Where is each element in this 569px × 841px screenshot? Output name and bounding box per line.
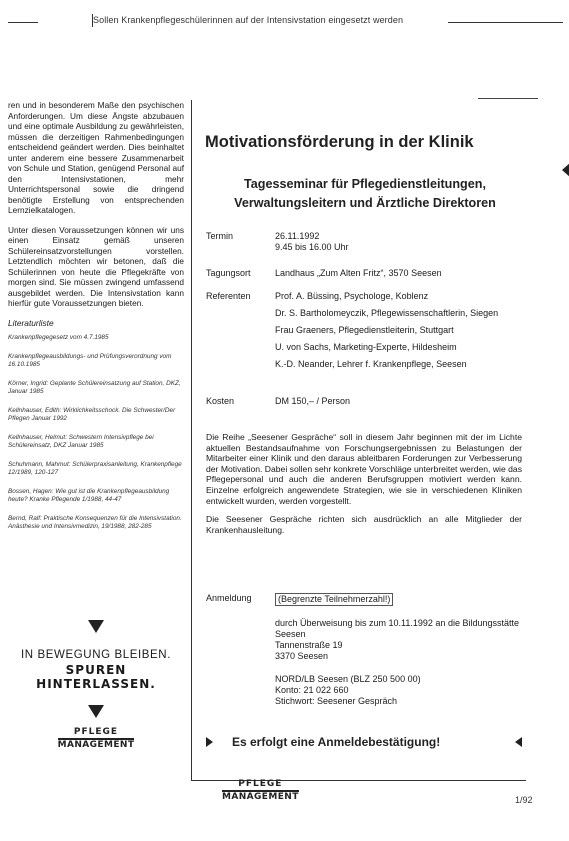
pflege-management-logo: PFLEGE MANAGEMENT — [57, 727, 135, 750]
slogan-line: HINTERLASSEN. — [36, 677, 156, 691]
literature-item: Körner, Ingrid: Geplante Schülereinsatzung auf Station, DKZ, Januar 1985 — [8, 380, 181, 395]
literature-heading: Literaturliste — [8, 317, 54, 328]
seminar-description — [206, 432, 522, 543]
speakers-list — [275, 291, 527, 376]
article-paragraph: ren und in besonderem Maße den psychischen Anforderungen. Um diese Ängste abzubauen und eine optimale Ausbildung zu gewährleisten, müssen die derzeitigen Rahmenbedingungen entscheidend geändert werden. Dies beinhaltet unter anderem eine bessere Zusammenarbeit von Schule und Station, genügend Personal auf den Intensivstationen, mehr Unterrichtspersonal sowie die dringend benötigte Erstellung von entsprechenden Lernzielkatalogen. — [8, 100, 184, 215]
running-head — [8, 10, 563, 32]
speaker-item: Dr. S. Bartholomeyczik, Pflegewissenschaftlerin, Siegen — [275, 308, 499, 318]
speaker-item: Frau Graeners, Pflegedienstleiterin, Stuttgart — [275, 325, 454, 335]
left-article-column — [8, 100, 184, 542]
description-paragraph: Die Reihe „Seesener Gespräche“ soll in diesem Jahr beginnen mit der im Lichte aktuellen Bestandsaufnahme von Forschungsergebnissen zu Belastungen der Mitarbeiter einer Klinik und den daraus ableitbaren Forderungen zur Verbesserung der Motivation. Dabei sollen sehr konkrete Vorschläge unterbreitet werden, wie das Pflegepersonal und auch die anderen Berufsgruppen motiviert werden kann. Einzelne erfolgreich angewendete Strategien, wie sie in verschiedenen Kliniken entwickelt wurden, werden vorgestellt. — [206, 432, 522, 506]
literature-item: Bernd, Ralf: Praktische Konsequenzen für die Intensivstation. Anästhesie und Intensivmedizin, 19/1988, 282-285 — [8, 515, 182, 530]
promo-block — [8, 620, 184, 750]
slogan-line: SPUREN — [65, 663, 127, 677]
speaker-item: Prof. A. Büssing, Psychologe, Koblenz — [275, 291, 429, 301]
header-rule-left — [8, 22, 38, 23]
speakers-label: Referenten — [206, 291, 251, 301]
header-rule-right — [448, 22, 563, 23]
confirmation-text: Es erfolgt eine Anmeldebestätigung! — [232, 735, 441, 749]
announcement-title: Motivationsförderung in der Klinik — [205, 133, 474, 151]
literature-item: Bossen, Hagen: Wie gut ist die Krankenpflegeausbildung heute? Kranke Pflegende 1/1988, 44-47 — [8, 488, 170, 503]
literature-item: Schuhmann, Mahmut: Schülerpraxisanleitung, Krankenpflege 12/1989, 120-127 — [8, 461, 182, 476]
registration-label: Anmeldung — [206, 593, 252, 603]
venue-label: Tagungsort — [206, 268, 251, 278]
triangle-right-icon — [206, 737, 213, 747]
cost-value: DM 150,– / Person — [275, 396, 351, 406]
bank-account: Konto: 21 022 660 — [275, 685, 349, 695]
speaker-item: U. von Sachs, Marketing-Experte, Hildesheim — [275, 342, 457, 352]
address-street: Tannenstraße 19 — [275, 640, 343, 650]
description-paragraph: Die Seesener Gespräche richten sich ausdrücklich an alle Mitglieder der Krankenhausleitung. — [206, 514, 522, 535]
triangle-down-icon — [88, 620, 104, 633]
bank-reference: Stichwort: Seesener Gespräch — [275, 696, 398, 706]
speaker-item: K.-D. Neander, Lehrer f. Krankenpflege, Seesen — [275, 359, 467, 369]
address-city: 3370 Seesen — [275, 651, 329, 661]
cost-label: Kosten — [206, 396, 235, 406]
slogan-line: IN BEWEGUNG BLEIBEN. — [20, 649, 172, 661]
running-head-text: Sollen Krankenpflegeschülerinnen auf der Intensivstation eingesetzt werden — [93, 15, 404, 25]
literature-item: Krankenpflegeausbildungs- und Prüfungsverordnung vom 16.10.1985 — [8, 353, 172, 368]
termin-label: Termin — [206, 231, 234, 241]
announcement-subtitle: Tagesseminar für Pflegedienstleitungen, Verwaltungsleitern und Ärztliche Direktoren — [234, 177, 496, 210]
page-number: 1/92 — [515, 795, 533, 805]
registration-details — [275, 593, 525, 719]
termin-value: 26.11.1992 9.45 bis 16.00 Uhr — [275, 231, 349, 252]
literature-item: Krankenpflegegesetz vom 4.7.1985 — [8, 334, 109, 341]
literature-item: Kellnhauser, Edith: Wirklichkeitsschock. Die Schwester/Der Pflegen Januar 1992 — [8, 407, 176, 422]
triangle-left-icon — [515, 737, 522, 747]
page-edge-marker-icon — [562, 162, 569, 178]
triangle-down-icon — [88, 705, 104, 718]
literature-item: Kellnhauser, Helmut: Schwestern Intensivpflege bei Schülereinsatz, DKZ Januar 1985 — [8, 434, 154, 449]
frame-top-rule — [478, 98, 538, 99]
bank-name: NORD/LB Seesen (BLZ 250 500 00) — [275, 674, 421, 684]
registration-text: durch Überweisung bis zum 10.11.1992 an die Bildungsstätte Seesen — [275, 618, 519, 639]
venue-value: Landhaus „Zum Alten Fritz“, 3570 Seesen — [275, 268, 442, 278]
limited-seats-note: (Begrenzte Teilnehmerzahl!) — [275, 593, 393, 606]
article-paragraph: Unter diesen Voraussetzungen können wir uns einen Einsatz gemäß unseren Schülereinsatzvorstellungen vorstellen. Letztendlich möchten wir betonen, daß die Schülerinnen von heute die Pflegekräfte von morgen sind. Sie müssen zwingend umfassend ausgebildet werden. Die Intensivstation kann hierfür gute Voraussetzungen bieten. — [8, 224, 184, 308]
footer-logo: PFLEGE MANAGEMENT — [222, 779, 299, 802]
